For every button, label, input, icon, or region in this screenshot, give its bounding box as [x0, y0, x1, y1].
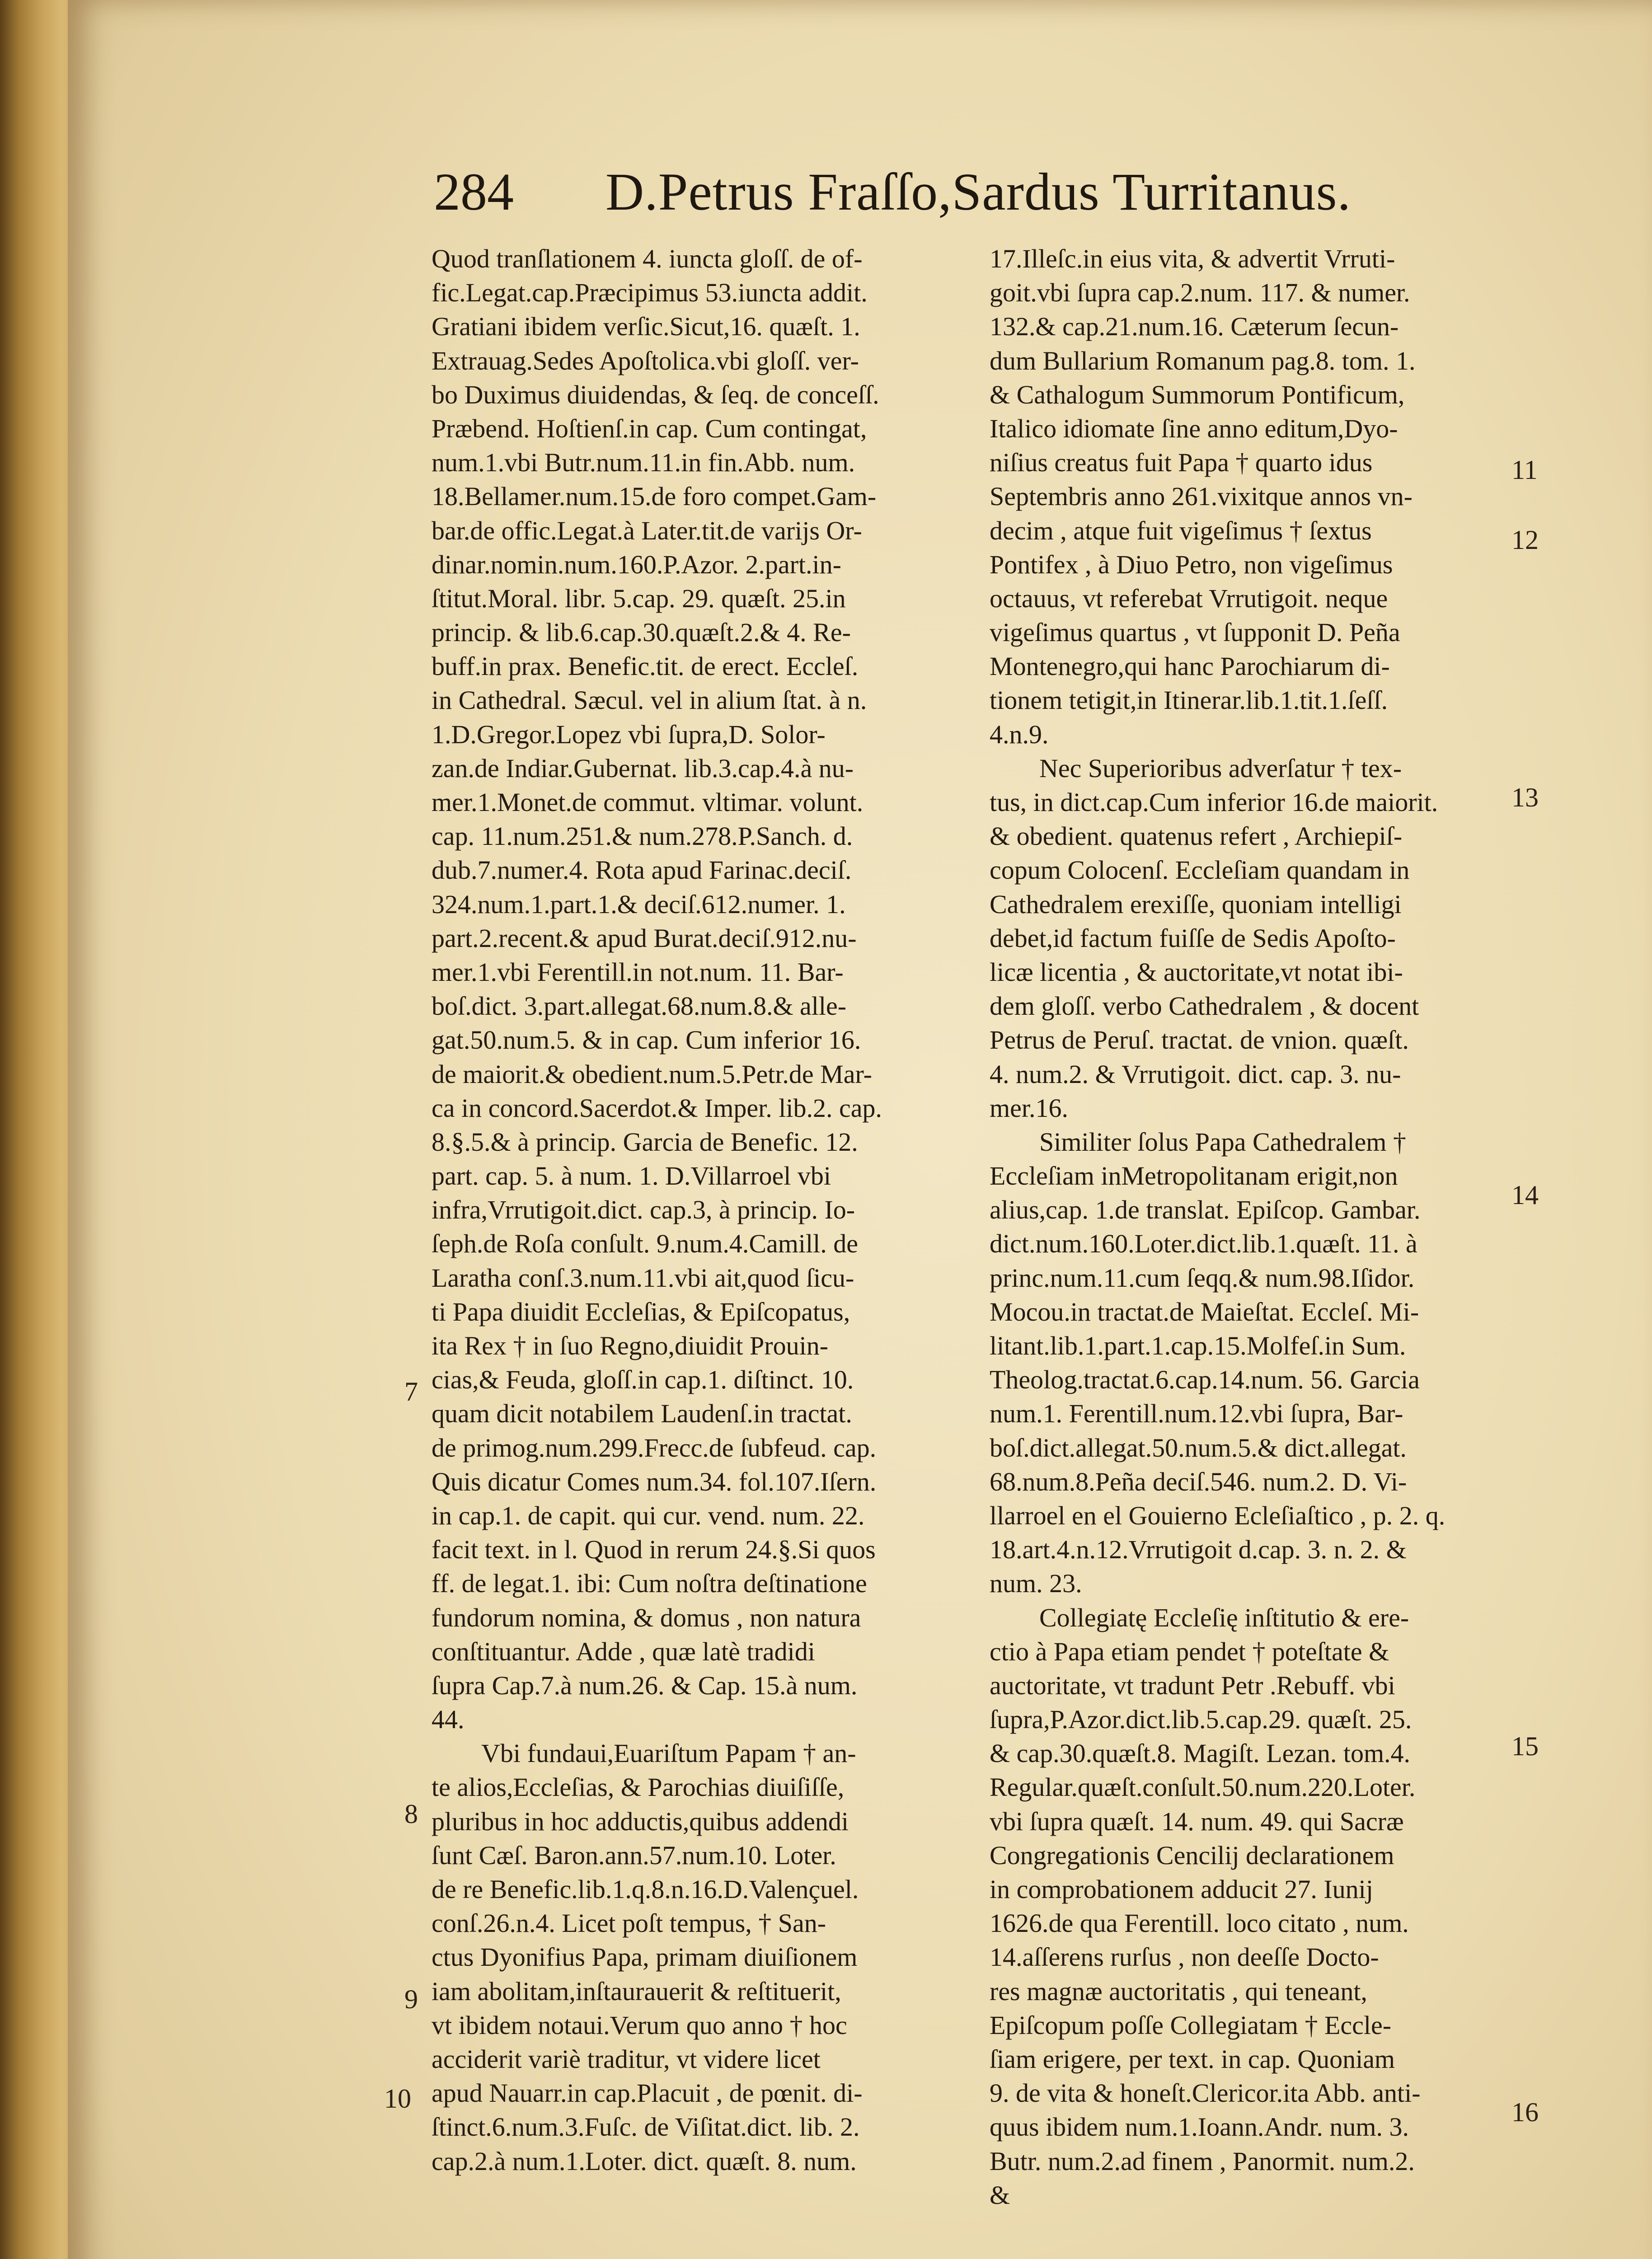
right-text-column: [990, 242, 1496, 2212]
text-line: 44.: [432, 1705, 465, 1734]
text-line: boſ.dict.allegat.50.num.5.& dict.allegat.: [990, 1433, 1407, 1462]
marginal-number: 8: [404, 1799, 418, 1829]
text-line: ctio à Papa etiam pendet † poteſtate &: [990, 1636, 1389, 1666]
text-line: alius,cap. 1.de translat. Epiſcop. Gambar.: [990, 1195, 1421, 1225]
running-head-title: D.Petrus Fraſſo,Sardus Turritanus.: [605, 162, 1352, 221]
text-line: princ.num.11.cum ſeqq.& num.98.Iſidor.: [990, 1263, 1415, 1293]
text-line: Mocou.in tractat.de Maieſtat. Eccleſ. Mi-: [990, 1297, 1419, 1326]
text-line: Quis dicatur Comes num.34. fol.107.Iſern.: [432, 1467, 877, 1496]
text-line: res magnæ auctoritatis , qui teneant,: [990, 1976, 1367, 2006]
marginal-number: 10: [384, 2084, 411, 2114]
text-line: gat.50.num.5. & in cap. Cum inferior 16.: [432, 1025, 861, 1055]
text-line: dum Bullarium Romanum pag.8. tom. 1.: [990, 346, 1416, 375]
text-line: tus, in dict.cap.Cum inferior 16.de maiorit.: [990, 787, 1438, 817]
text-line: ctus Dyonifius Papa, primam diuiſionem: [432, 1942, 858, 1972]
text-line: tionem tetigit,in Itinerar.lib.1.tit.1.ſeſſ.: [990, 685, 1388, 715]
text-line: 324.num.1.part.1.& deciſ.612.numer. 1.: [432, 889, 846, 919]
text-line: Laratha conſ.3.num.11.vbi ait,quod ſicu-: [432, 1263, 854, 1293]
text-line: & cap.30.quæſt.8. Magiſt. Lezan. tom.4.: [990, 1739, 1411, 1768]
text-line: & Cathalogum Summorum Pontificum,: [990, 380, 1405, 409]
text-line: llarroel en el Gouierno Ecleſiaſtico , p. 2. q.: [990, 1500, 1446, 1530]
text-line: 1626.de qua Ferentill. loco citato , num.: [990, 1908, 1409, 1938]
text-line: vigeſimus quartus , vt ſupponit D. Peña: [990, 618, 1400, 647]
text-line: ti Papa diuidit Eccleſias, & Epiſcopatus,: [432, 1297, 850, 1326]
text-line: dub.7.numer.4. Rota apud Farinac.deciſ.: [432, 855, 852, 885]
marginal-number: 16: [1511, 2097, 1539, 2127]
text-line: Similiter ſolus Papa Cathedralem †: [1039, 1127, 1406, 1157]
text-line: in cap.1. de capit. qui cur. vend. num. 22.: [432, 1500, 865, 1530]
page-number: 284: [434, 162, 514, 221]
text-line: octauus, vt referebat Vrrutigoit. neque: [990, 583, 1388, 613]
text-line: Præbend. Hoſtienſ.in cap. Cum contingat,: [432, 413, 867, 443]
text-line: niſius creatus fuit Papa † quarto idus: [990, 448, 1373, 478]
text-line: vbi ſupra quæſt. 14. num. 49. qui Sacræ: [990, 1806, 1404, 1836]
text-line: ita Rex † in ſuo Regno,diuidit Prouin-: [432, 1331, 829, 1360]
text-line: Regular.quæſt.conſult.50.num.220.Loter.: [990, 1772, 1416, 1802]
text-line: num.1.vbi Butr.num.11.in fin.Abb. num.: [432, 448, 855, 478]
text-line: debet,id factum fuiſſe de Sedis Apoſto-: [990, 923, 1396, 953]
text-line: ſtitut.Moral. libr. 5.cap. 29. quæſt. 25.in: [432, 583, 846, 613]
text-line: Italico idiomate ſine anno editum,Dyo-: [990, 413, 1398, 443]
text-line: fic.Legat.cap.Præcipimus 53.iuncta addit.: [432, 278, 868, 308]
text-line: dem gloſſ. verbo Cathedralem , & docent: [990, 991, 1419, 1021]
text-line: quam dicit notabilem Laudenſ.in tractat.: [432, 1399, 852, 1429]
text-line: copum Colocenſ. Eccleſiam quandam in: [990, 855, 1410, 885]
text-line: auctoritate, vt tradunt Petr .Rebuff. vbi: [990, 1670, 1395, 1700]
text-line: princip. & lib.6.cap.30.quæſt.2.& 4. Re-: [432, 618, 851, 647]
marginal-number: 14: [1511, 1180, 1539, 1210]
text-line: infra,Vrrutigoit.dict. cap.3, à princip. Io-: [432, 1195, 855, 1225]
text-line: Montenegro,qui hanc Parochiarum di-: [990, 651, 1390, 681]
marginal-number: 7: [404, 1377, 418, 1406]
text-line: num. 23.: [990, 1569, 1082, 1598]
marginal-number: 13: [1511, 783, 1539, 812]
text-line: Petrus de Peruſ. tractat. de vnion. quæſt.: [990, 1025, 1409, 1055]
text-line: 4.n.9.: [990, 719, 1049, 749]
text-line: ſupra Cap.7.à num.26. & Cap. 15.à num.: [432, 1670, 858, 1700]
text-line: licæ licentia , & auctoritate,vt notat ibi-: [990, 957, 1403, 987]
text-line: bar.de offic.Legat.à Later.tit.de varijs Or-: [432, 516, 862, 545]
text-line: in comprobationem adducit 27. Iunij: [990, 1875, 1373, 1904]
text-line: Extrauag.Sedes Apoſtolica.vbi gloſſ. ver-: [432, 346, 859, 375]
text-line: Nec Superioribus adverſatur † tex-: [1039, 753, 1402, 783]
text-line: 1.D.Gregor.Lopez vbi ſupra,D. Solor-: [432, 719, 826, 749]
text-line: vt ibidem notaui.Verum quo anno † hoc: [432, 2010, 847, 2040]
text-line: Epiſcopum poſſe Collegiatam † Eccle-: [990, 2010, 1392, 2040]
text-line: zan.de Indiar.Gubernat. lib.3.cap.4.à nu-: [432, 753, 854, 783]
text-line: pluribus in hoc adductis,quibus addendi: [432, 1806, 849, 1836]
text-line: quus ibidem num.1.Ioann.Andr. num. 3.: [990, 2112, 1409, 2142]
text-line: litant.lib.1.part.1.cap.15.Molfeſ.in Sum.: [990, 1331, 1406, 1360]
text-line: conſtituantur. Adde , quæ latè tradidi: [432, 1636, 815, 1666]
text-line: de maiorit.& obedient.num.5.Petr.de Mar-: [432, 1059, 872, 1089]
marginal-number: 12: [1511, 525, 1539, 555]
marginal-number: 11: [1511, 455, 1538, 485]
text-line: facit text. in l. Quod in rerum 24.§.Si quos: [432, 1535, 876, 1565]
text-line: 18.Bellamer.num.15.de foro compet.Gam-: [432, 482, 877, 511]
text-line: iam abolitam,inſtaurauerit & reſtituerit,: [432, 1976, 841, 2006]
text-line: cap.2.à num.1.Loter. dict. quæſt. 8. num.: [432, 2146, 857, 2176]
text-line: Pontifex , à Diuo Petro, non vigeſimus: [990, 549, 1393, 579]
text-line: mer.1.vbi Ferentill.in not.num. 11. Bar-: [432, 957, 844, 987]
text-line: & obedient. quatenus refert , Archiepiſ-: [990, 821, 1403, 851]
left-text-column: [432, 242, 938, 2178]
text-line: Eccleſiam inMetropolitanam erigit,non: [990, 1161, 1398, 1191]
text-line: part. cap. 5. à num. 1. D.Villarroel vbi: [432, 1161, 831, 1191]
text-line: 8.§.5.& à princip. Garcia de Benefic. 12.: [432, 1127, 858, 1157]
text-line: dinar.nomin.num.160.P.Azor. 2.part.in-: [432, 549, 841, 579]
text-line: cap. 11.num.251.& num.278.P.Sanch. d.: [432, 821, 853, 851]
text-line: Quod tranſlationem 4. iuncta gloſſ. de of-: [432, 244, 863, 273]
text-line: 4. num.2. & Vrrutigoit. dict. cap. 3. nu-: [990, 1059, 1401, 1089]
text-line: bo Duximus diuidendas, & ſeq. de conceſſ.: [432, 380, 879, 409]
text-line: apud Nauarr.in cap.Placuit , de pœnit. di-: [432, 2078, 863, 2108]
text-line: ſtinct.6.num.3.Fuſc. de Viſitat.dict. lib. 2.: [432, 2112, 860, 2142]
text-line: decim , atque fuit vigeſimus † ſextus: [990, 516, 1372, 545]
text-line: dict.num.160.Loter.dict.lib.1.quæſt. 11. à: [990, 1229, 1417, 1259]
text-line: ſiam erigere, per text. in cap. Quoniam: [990, 2044, 1395, 2074]
text-line: de re Benefic.lib.1.q.8.n.16.D.Valençuel.: [432, 1875, 859, 1904]
text-line: Butr. num.2.ad finem , Panormit. num.2.: [990, 2146, 1415, 2176]
text-line: 9. de vita & honeſt.Clericor.ita Abb. anti-: [990, 2078, 1421, 2108]
text-line: 17.Illeſc.in eius vita, & advertit Vrruti-: [990, 244, 1395, 273]
text-line: 14.aſſerens rurſus , non deeſſe Docto-: [990, 1942, 1379, 1972]
text-line: boſ.dict. 3.part.allegat.68.num.8.& alle-: [432, 991, 847, 1021]
text-line: goit.vbi ſupra cap.2.num. 117. & numer.: [990, 278, 1410, 308]
text-line: Cathedralem erexiſſe, quoniam intelligi: [990, 889, 1402, 919]
text-line: mer.1.Monet.de commut. vltimar. volunt.: [432, 787, 864, 817]
text-line: de primog.num.299.Frecc.de ſubfeud. cap.: [432, 1433, 877, 1462]
text-line: Septembris anno 261.vixitque annos vn-: [990, 482, 1413, 511]
text-line: 18.art.4.n.12.Vrrutigoit d.cap. 3. n. 2. &: [990, 1535, 1407, 1565]
marginal-number: 9: [404, 1984, 418, 2014]
text-line: conſ.26.n.4. Licet poſt tempus, † San-: [432, 1908, 826, 1938]
text-line: num.1. Ferentill.num.12.vbi ſupra, Bar-: [990, 1399, 1403, 1429]
text-line: cias,& Feuda, gloſſ.in cap.1. diſtinct. 10.: [432, 1365, 854, 1395]
running-head: [434, 158, 1428, 226]
text-line: Collegiatę Eccleſię inſtitutio & ere-: [1039, 1603, 1409, 1632]
book-fore-edge: [0, 0, 77, 2259]
text-line: Congregationis Cencilij declarationem: [990, 1840, 1394, 1870]
text-line: te alios,Eccleſias, & Parochias diuiſiſſe,: [432, 1772, 845, 1802]
text-line: fundorum nomina, & domus , non natura: [432, 1603, 861, 1632]
text-line: part.2.recent.& apud Burat.deciſ.912.nu-: [432, 923, 857, 953]
text-line: in Cathedral. Sæcul. vel in alium ſtat. à n.: [432, 685, 867, 715]
text-line: ſunt Cæſ. Baron.ann.57.num.10. Loter.: [432, 1840, 836, 1870]
text-line: ſupra,P.Azor.dict.lib.5.cap.29. quæſt. 25.: [990, 1705, 1412, 1734]
text-line: Theolog.tractat.6.cap.14.num. 56. Garcia: [990, 1365, 1420, 1395]
text-line: Vbi fundaui,Euariſtum Papam † an-: [481, 1739, 856, 1768]
text-line: Gratiani ibidem verſic.Sicut,16. quæſt. 1.: [432, 312, 860, 342]
text-line: 68.num.8.Peña deciſ.546. num.2. D. Vi-: [990, 1467, 1407, 1496]
text-line: &: [990, 2180, 1010, 2210]
text-line: ff. de legat.1. ibi: Cum noſtra deſtinatione: [432, 1569, 867, 1598]
text-line: ſeph.de Roſa conſult. 9.num.4.Camill. de: [432, 1229, 858, 1259]
text-line: 132.& cap.21.num.16. Cæterum ſecun-: [990, 312, 1399, 342]
text-line: ca in concord.Sacerdot.& Imper. lib.2. cap.: [432, 1093, 882, 1123]
text-line: buff.in prax. Benefic.tit. de erect. Eccleſ.: [432, 651, 859, 681]
marginal-number: 15: [1511, 1731, 1539, 1761]
text-line: mer.16.: [990, 1093, 1068, 1123]
text-line: acciderit variè traditur, vt videre licet: [432, 2044, 821, 2074]
